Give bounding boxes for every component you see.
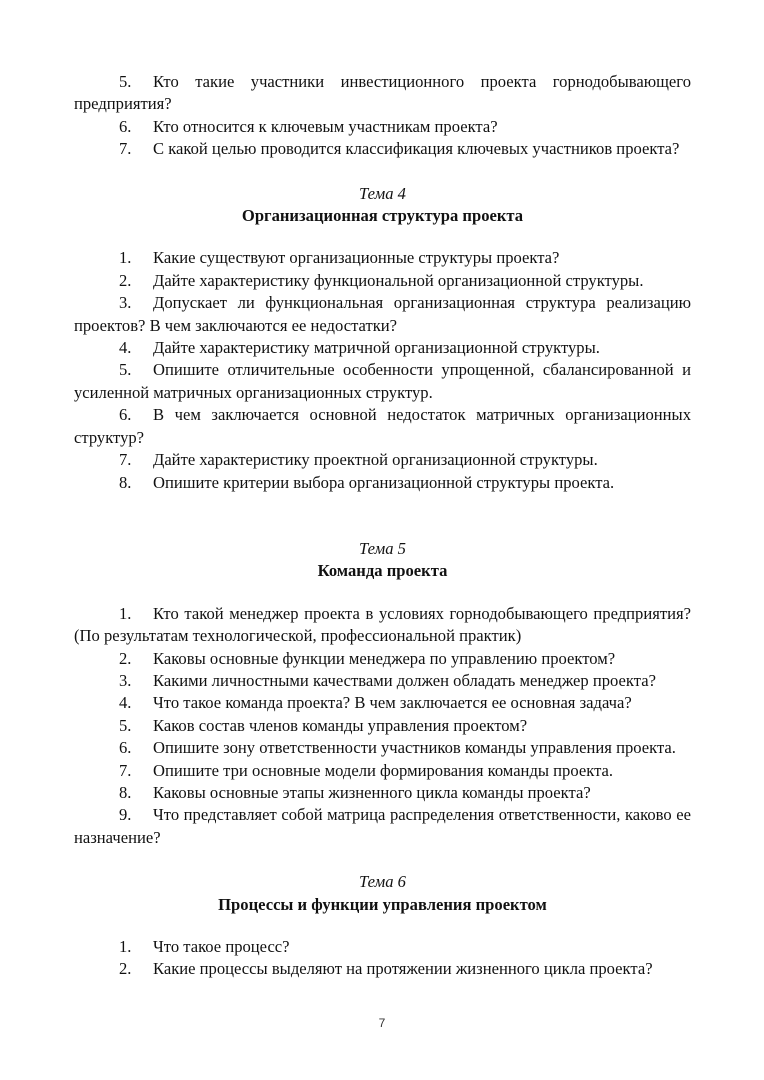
topic-6-title: Тема 6 xyxy=(359,872,406,892)
list-item xyxy=(74,472,691,494)
question-text: Что представляет собой матрица распределения ответственности, каково ее назначение? xyxy=(74,805,691,847)
topic-5-title: Тема 5 xyxy=(359,538,406,558)
topic-4-question-list xyxy=(74,247,691,493)
question-text: Дайте характеристику проектной организационной структуры. xyxy=(153,450,598,470)
question-number: 7. xyxy=(119,760,132,780)
question-number: 1. xyxy=(119,603,132,623)
question-number: 8. xyxy=(119,472,132,492)
question-number: 8. xyxy=(119,782,132,802)
question-text: Кто такой менеджер проекта в условиях горнодобывающего предприятия? (По результатам технологической, профессиональной практик) xyxy=(74,603,691,646)
question-number: 9. xyxy=(119,805,132,825)
list-item xyxy=(74,116,691,138)
question-text: Дайте характеристику функциональной организационной структуры. xyxy=(153,270,644,290)
page-number: 7 xyxy=(378,1016,386,1030)
question-text: Опишите отличительные особенности упрощенной, сбалансированной и усиленной матричных организационных структур. xyxy=(74,360,691,402)
list-item xyxy=(74,603,691,648)
question-number: 6. xyxy=(119,738,132,758)
question-number: 7. xyxy=(119,450,132,470)
question-text: Какие процессы выделяют на протяжении жизненного цикла проекта? xyxy=(153,959,653,979)
list-item xyxy=(74,692,691,714)
question-text: Опишите зону ответственности участников команды управления проекта. xyxy=(153,738,676,758)
question-text: Каков состав членов команды управления проектом? xyxy=(153,715,528,735)
question-text: Каковы основные этапы жизненного цикла команды проекта? xyxy=(153,782,591,802)
question-number: 3. xyxy=(119,293,132,313)
question-text: Дайте характеристику матричной организационной структуры. xyxy=(153,338,600,358)
topic-4-heading: Организационная структура проекта xyxy=(241,206,524,226)
question-number: 2. xyxy=(119,959,132,979)
question-text: Кто относится к ключевым участникам проекта? xyxy=(153,116,498,136)
list-item xyxy=(74,958,691,980)
list-item xyxy=(74,270,691,292)
list-item xyxy=(74,138,691,160)
list-item xyxy=(74,670,691,692)
question-text: Опишите критерии выбора организационной структуры проекта. xyxy=(153,472,615,492)
intro-question-list xyxy=(74,71,691,161)
question-number: 4. xyxy=(119,693,132,713)
question-text: Какими личностными качествами должен обладать менеджер проекта? xyxy=(153,670,656,690)
question-number: 4. xyxy=(119,338,132,358)
question-text: Какие существуют организационные структуры проекта? xyxy=(153,248,560,268)
topic-4-title: Тема 4 xyxy=(359,183,406,203)
question-number: 3. xyxy=(119,670,132,690)
list-item xyxy=(74,71,691,116)
question-number: 6. xyxy=(119,405,132,425)
question-number: 5. xyxy=(119,360,132,380)
list-item xyxy=(74,337,691,359)
list-item xyxy=(74,292,691,337)
list-item xyxy=(74,760,691,782)
question-number: 5. xyxy=(119,72,132,91)
question-text: Кто такие участники инвестиционного проекта горнодобывающего предприятия? xyxy=(74,72,691,114)
question-text: В чем заключается основной недостаток матричных организационных структур? xyxy=(74,405,691,447)
list-item xyxy=(74,804,691,849)
question-number: 1. xyxy=(119,937,132,956)
question-text: Что такое процесс? xyxy=(153,937,290,956)
question-number: 2. xyxy=(119,648,132,668)
question-text: Что такое команда проекта? В чем заключается ее основная задача? xyxy=(153,693,632,713)
list-item xyxy=(74,648,691,670)
question-number: 1. xyxy=(119,248,132,268)
list-item xyxy=(74,404,691,449)
topic-5-heading: Команда проекта xyxy=(317,561,448,581)
list-item xyxy=(74,737,691,759)
topic-6-heading: Процессы и функции управления проектом xyxy=(218,894,547,914)
list-item xyxy=(74,247,691,269)
document-page xyxy=(74,71,691,981)
question-number: 5. xyxy=(119,715,132,735)
question-number: 6. xyxy=(119,116,132,136)
topic-5-question-list xyxy=(74,603,691,849)
question-text: Опишите три основные модели формирования команды проекта. xyxy=(153,760,614,780)
question-text: Допускает ли функциональная организационная структура реализацию проектов? В чем заключаются ее недостатки? xyxy=(74,293,691,335)
question-text: С какой целью проводится классификация ключевых участников проекта? xyxy=(153,139,680,159)
list-item xyxy=(74,449,691,471)
list-item xyxy=(74,782,691,804)
topic-6-question-list xyxy=(74,936,691,981)
list-item xyxy=(74,359,691,404)
list-item xyxy=(74,715,691,737)
list-item xyxy=(74,936,691,958)
question-text: Каковы основные функции менеджера по управлению проектом? xyxy=(153,648,616,668)
question-number: 7. xyxy=(119,139,132,159)
question-number: 2. xyxy=(119,270,132,290)
